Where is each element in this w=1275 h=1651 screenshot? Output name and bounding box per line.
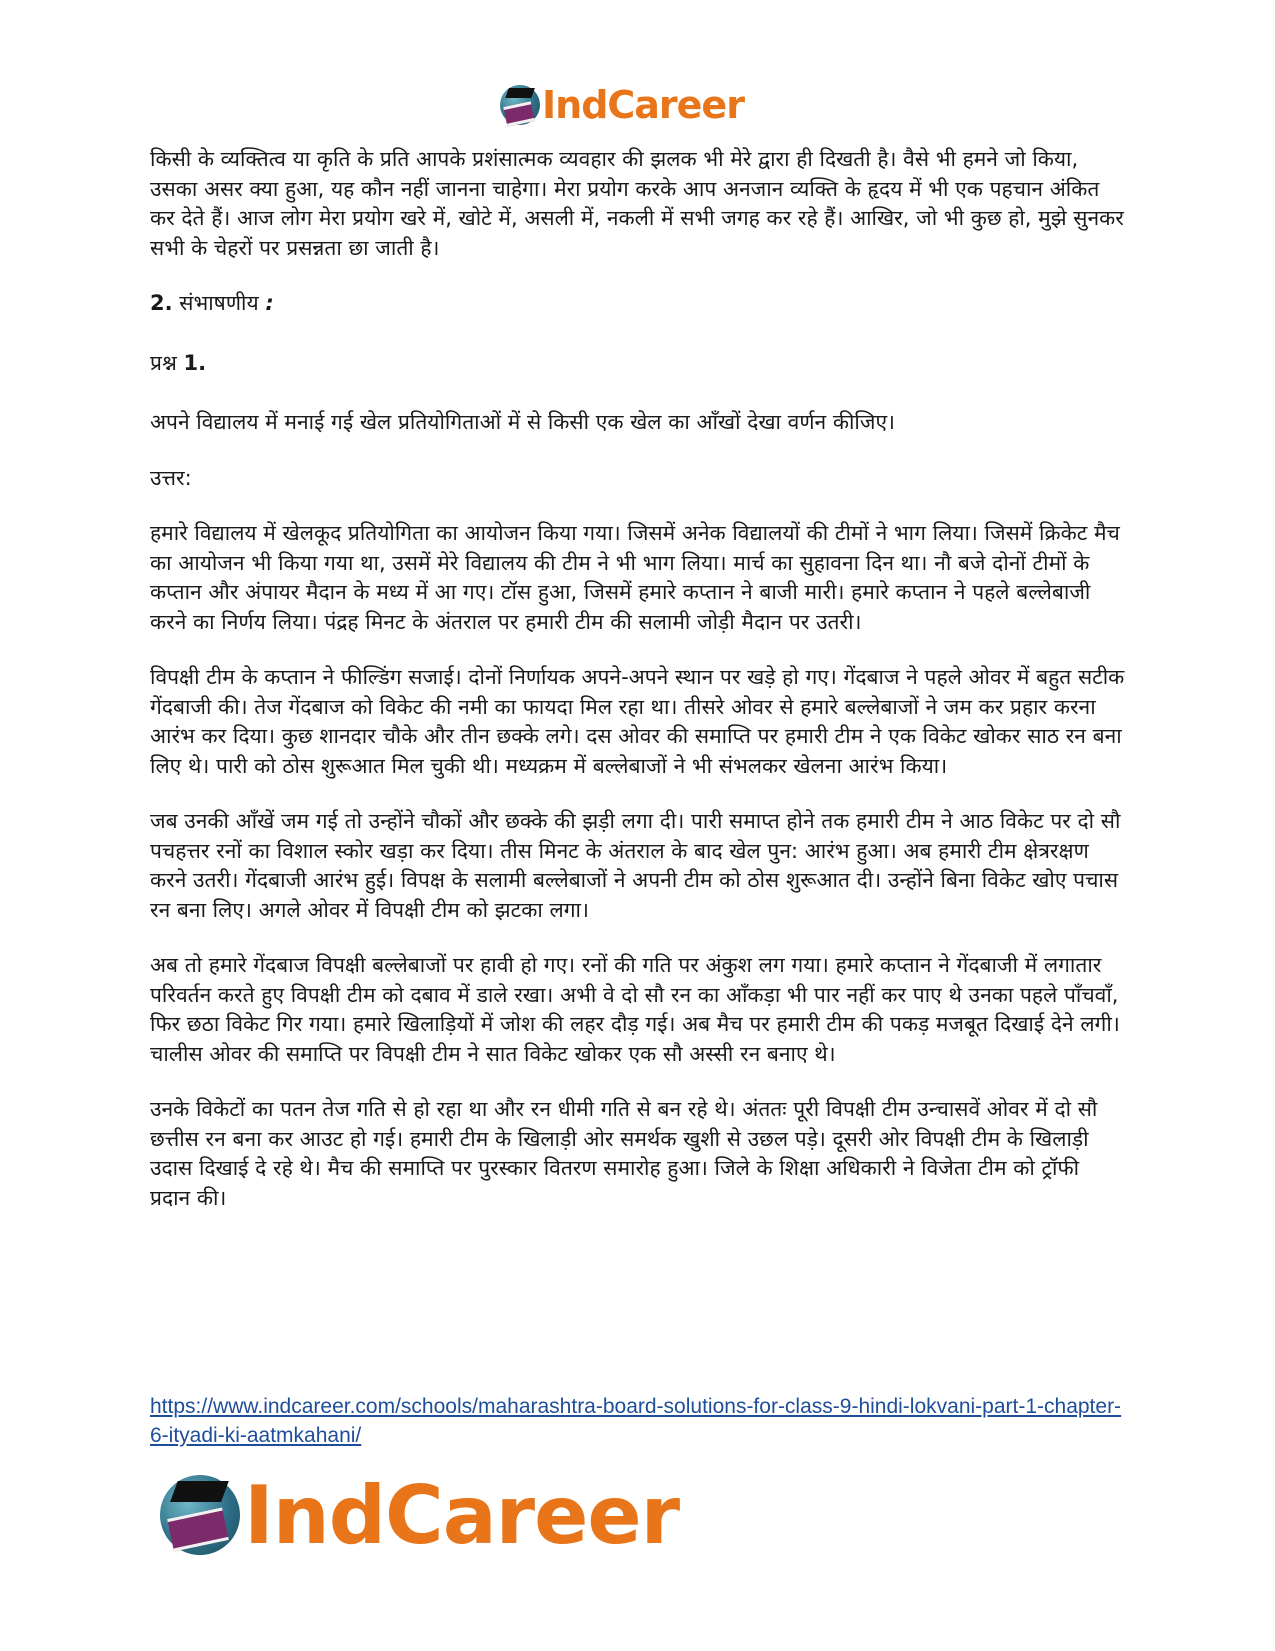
document-body xyxy=(150,145,1125,1239)
answer-paragraph: विपक्षी टीम के कप्तान ने फील्डिंग सजाई। दोनों निर्णायक अपने-अपने स्थान पर खड़े हो गए। गेंदबाज ने पहले ओवर में बहुत सटीक गेंदबाजी की। तेज गेंदबाज को विकेट की नमी का फायदा मिल रहा था। तीसरे ओवर से हमारे बल्लेबाजों ने जम कर प्रहार करना आरंभ कर दिया। कुछ शानदार चौके और तीन छक्के लगे। दस ओवर की समाप्ति पर हमारी टीम ने एक विकेट खोकर साठ रन बना लिए थे। पारी को ठोस शुरूआत मिल चुकी थी। मध्यक्रम में बल्लेबाजों ने भी संभलकर खेलना आरंभ किया। xyxy=(150,665,1125,778)
question-number: 1. xyxy=(183,350,207,375)
indcareer-logo-icon xyxy=(500,85,540,125)
answer-paragraph: हमारे विद्यालय में खेलकूद प्रतियोगिता का आयोजन किया गया। जिसमें अनेक विद्यालयों की टीमों ने भाग लिया। जिसमें क्रिकेट मैच का आयोजन भी किया गया था, उसमें मेरे विद्यालय की टीम ने भी भाग लिया। मार्च का सुहावना दिन था। नौ बजे दोनों टीमों के कप्तान और अंपायर मैदान के मध्य में आ गए। टॉस हुआ, जिसमें हमारे कप्तान ने बाजी मारी। हमारे कप्तान ने पहले बल्लेबाजी करने का निर्णय लिया। पंद्रह मिनट के अंतराल पर हमारी टीम की सलामी जोड़ी मैदान पर उतरी। xyxy=(150,521,1120,634)
answer-paragraph: अब तो हमारे गेंदबाज विपक्षी बल्लेबाजों पर हावी हो गए। रनों की गति पर अंकुश लग गया। हमारे कप्तान ने गेंदबाजी में लगातार परिवर्तन करते हुए विपक्षी टीम को दबाव में डाले रखा। अभी वे दो सौ रन का आँकड़ा भी पार नहीं कर पाए थे उनका पहले पाँचवाँ, फिर छठा विकेट गिर गया। हमारे खिलाड़ियों में जोश की लहर दौड़ गई। अब मैच पर हमारी टीम की पकड़ मजबूत दिखाई देने लगी। चालीस ओवर की समाप्ति पर विपक्षी टीम ने सात विकेट खोकर एक सौ अस्सी रन बनाए थे। xyxy=(150,953,1120,1066)
section-number: 2. xyxy=(150,291,173,315)
intro-paragraph: किसी के व्यक्तित्व या कृति के प्रति आपके प्रशंसात्मक व्यवहार की झलक भी मेरे द्वारा ही दिखती है। वैसे भी हमने जो किया, उसका असर क्या हुआ, यह कौन नहीं जानना चाहेगा। मेरा प्रयोग करके आप अनजान व्यक्ति के हृदय में भी एक पहचान अंकित कर देते हैं। आज लोग मेरा प्रयोग खरे में, खोटे में, असली में, नकली में सभी जगह कर रहे हैं। आखिर, जो भी कुछ हो, मुझे सुनकर सभी के चेहरों पर प्रसन्नता छा जाती है। xyxy=(150,147,1124,260)
section-title: संभाषणीय xyxy=(179,291,259,315)
header-logo-text: IndCareer xyxy=(542,83,744,127)
answer-label: उत्तर: xyxy=(150,465,192,490)
header-logo xyxy=(500,80,744,130)
section-heading xyxy=(150,289,1125,319)
question-label-text: प्रश्न xyxy=(150,350,177,375)
footer-logo xyxy=(160,1470,679,1560)
indcareer-logo-icon xyxy=(160,1475,240,1555)
question-label xyxy=(150,349,1125,379)
answer-paragraph: उनके विकेटों का पतन तेज गति से हो रहा था और रन धीमी गति से बन रहे थे। अंततः पूरी विपक्षी टीम उन्चासवें ओवर में दो सौ छत्तीस रन बना कर आउट हो गई। हमारी टीम के खिलाड़ी ओर समर्थक खुशी से उछल पड़े। दूसरी ओर विपक्षी टीम के खिलाड़ी उदास दिखाई दे रहे थे। मैच की समाप्ति पर पुरस्कार वितरण समारोह हुआ। जिले के शिक्षा अधिकारी ने विजेता टीम को ट्रॉफी प्रदान की। xyxy=(150,1097,1098,1210)
section-colon: : xyxy=(265,291,274,315)
question-text: अपने विद्यालय में मनाई गई खेल प्रतियोगिताओं में से किसी एक खेल का आँखों देखा वर्णन कीजिए। xyxy=(150,410,896,434)
source-link[interactable]: https://www.indcareer.com/schools/maharashtra-board-solutions-for-class-9-hindi-lokvani-part-1-chapter-6-ityadi-ki-aatmkahani/ xyxy=(150,1395,1122,1447)
footer-logo-text: IndCareer xyxy=(244,1468,680,1562)
answer-paragraph: जब उनकी आँखें जम गई तो उन्होंने चौकों और छक्के की झड़ी लगा दी। पारी समाप्त होने तक हमारी टीम ने आठ विकेट पर दो सौ पचहत्तर रनों का विशाल स्कोर खड़ा कर दिया। तीस मिनट के अंतराल के बाद खेल पुन: आरंभ हुआ। अब हमारी टीम क्षेत्ररक्षण करने उतरी। गेंदबाजी आरंभ हुई। विपक्ष के सलामी बल्लेबाजों ने अपनी टीम को ठोस शुरूआत दी। उन्होंने बिना विकेट खोए पचास रन बना लिए। अगले ओवर में विपक्षी टीम को झटका लगा। xyxy=(150,809,1121,922)
